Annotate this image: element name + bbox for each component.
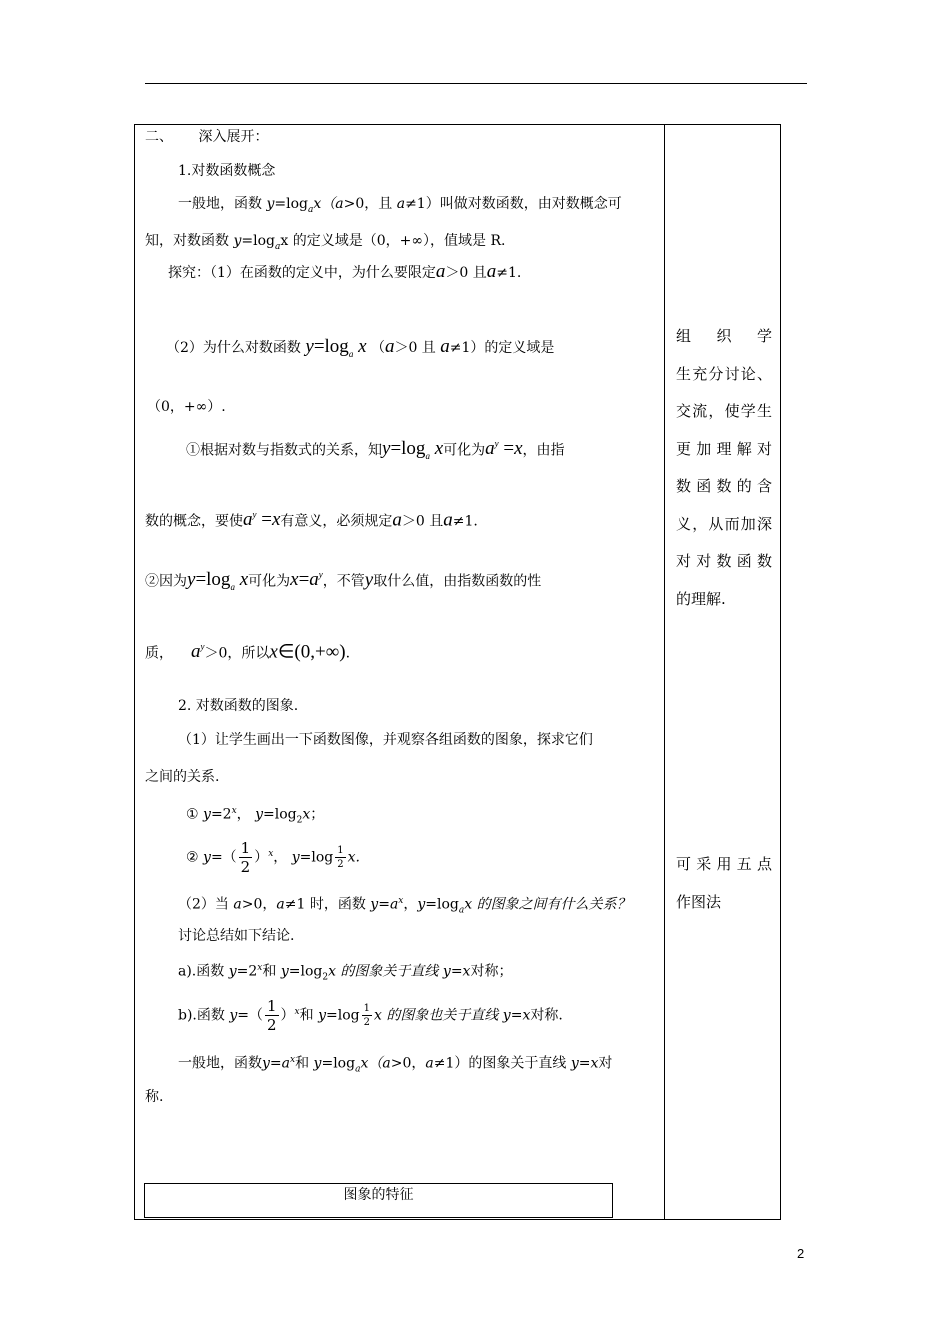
- definition-line-2: 知，对数函数 $y=\log_ax$ 的定义域是（0，+∞），值域是 R.: [145, 233, 506, 252]
- explanation-2: ②因为$y=\log_a$ x可化为$x=a^y$，不管y取什么值，由指数函数的性: [145, 569, 542, 593]
- graph-question-2: （2）当 a>0，a≠1 时，函数 $y=a^x$，$y=\log_ax$ 的图象之间有什么关系？: [178, 896, 631, 916]
- subsection-title-1: 1.对数函数概念: [178, 163, 276, 179]
- example-1: ① $y=2^x$， $y=\log_2x$；: [186, 806, 325, 826]
- explanation-2-cont: 质， $a^y>0$，所以x∈(0,+∞).: [145, 641, 351, 663]
- question-2: （2）为什么对数函数 $y=\log_a$ x （a＞0 且 a≠1）的定义域是: [166, 336, 555, 359]
- fraction-half: $\frac{1}{2}$: [266, 996, 277, 1034]
- subsection-title-2: 2. 对数函数的图象.: [178, 698, 299, 714]
- page-number: 2: [797, 1246, 805, 1261]
- conclusion-b: b).函数 y=（ $\frac{1}{2}$ ）$^x$和 y=log $\frac{1}{2}$ x 的图象也关于直线 y=x对称.: [178, 996, 563, 1034]
- fraction-half: $\frac{1}{2}$: [240, 838, 251, 876]
- side-note-five-point: 可 采 用 五 点 作图法: [676, 855, 772, 911]
- general-conclusion-line-2: 称.: [145, 1089, 164, 1105]
- graph-task-line-2: 之间的关系.: [145, 769, 220, 785]
- fraction-half-small: $\frac{1}{2}$: [363, 1002, 370, 1028]
- side-note-discussion: 组 织 学 生充分讨论、 交流，使学生 更加理解对 数 函 数 的 含 义，从而加深 对 对 数 函 数 的理解.: [676, 327, 772, 608]
- column-divider: [664, 124, 665, 1220]
- graph-task-line-1: （1）让学生画出一下函数图像，并观察各组函数的图象，探求它们: [178, 732, 593, 748]
- explanation-1-cont: 数的概念，要使$a^y =x$有意义，必须规定a＞0 且a≠1.: [145, 509, 478, 531]
- question-2-end: （0，+∞）.: [147, 399, 226, 415]
- graph-features-header: 图象的特征: [144, 1183, 613, 1218]
- header-rule: [145, 83, 807, 84]
- definition-line-1: 一般地，函数 $y=\log_ax(a>0$，且 a≠1）叫做对数函数，由对数概念可: [178, 196, 622, 215]
- discussion-summary: 讨论总结如下结论.: [178, 928, 295, 944]
- conclusion-a: a).函数 $y=2^x$和 $y=\log_2x$ 的图象关于直线 y=x对称；: [178, 963, 513, 983]
- general-conclusion-line-1: 一般地，函数$y=a^x$和 $y=\log_ax(a>0$，a≠1）的图象关于直线 y=x对: [178, 1055, 613, 1075]
- explanation-1: ①根据对数与指数式的关系，知$y=\log_a$ x可化为$a^y =x$，由指: [186, 438, 565, 462]
- example-2: ② y=（ $\frac{1}{2}$ ）$^x$， y=log $\frac{1}{2}$ x.: [186, 838, 361, 876]
- section-heading: 二、 深入展开：: [145, 129, 269, 145]
- question-1: 探究：（1）在函数的定义中，为什么要限定a＞0 且a≠1.: [168, 261, 522, 282]
- fraction-half-small: $\frac{1}{2}$: [337, 844, 344, 870]
